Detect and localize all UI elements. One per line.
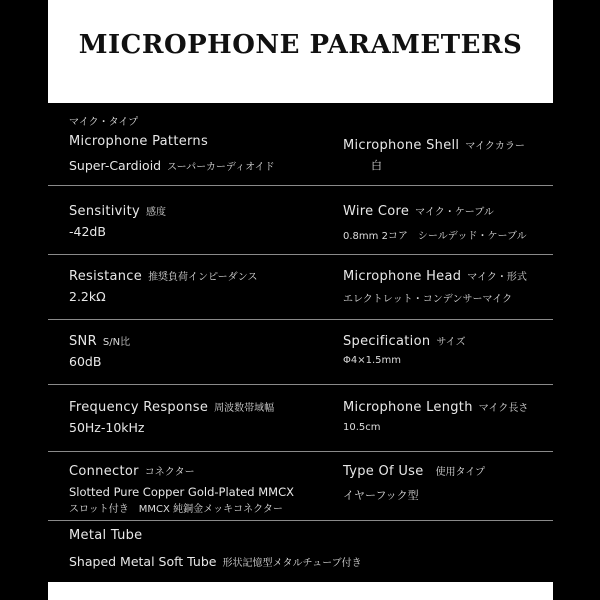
spec-value: 白 — [371, 159, 382, 172]
spec-value: 0.8mm 2コア シールデッド・ケーブル — [343, 231, 527, 242]
spec-jp-heading: マイク・タイプ — [69, 117, 139, 128]
spec-label-line — [69, 330, 130, 349]
spec-label-jp: マイク・ケーブル — [415, 207, 494, 218]
spec-value: 10.5cm — [343, 422, 381, 433]
spec-label-line — [343, 330, 466, 349]
spec-label: Microphone Patterns — [69, 134, 209, 149]
spec-value-jp: スロット付き MMCX 純銅金メッキコネクター — [69, 504, 283, 515]
spec-value-line — [69, 551, 362, 570]
spec-label: Metal Tube — [69, 528, 143, 543]
spec-label-jp: マイク長さ — [478, 403, 529, 414]
page-title: MICROPHONE PARAMETERS — [78, 29, 523, 60]
spec-value: Super-Cardioid — [69, 158, 162, 173]
spec-label-line — [343, 460, 485, 479]
spec-value: エレクトレット・コンデンサーマイク — [343, 294, 513, 305]
spec-label-line — [343, 265, 527, 284]
spec-label-jp: サイズ — [436, 337, 466, 348]
spec-value: 50Hz-10kHz — [69, 420, 145, 435]
spec-label-jp: 使用タイプ — [435, 467, 486, 478]
spec-value: Shaped Metal Soft Tube — [69, 554, 217, 569]
spec-value: Slotted Pure Copper Gold-Plated MMCX — [69, 485, 294, 499]
spec-value: 60dB — [69, 354, 102, 369]
spec-label-jp: マイク・形式 — [467, 272, 527, 283]
spec-label-line — [69, 200, 166, 219]
spec-label-jp: 推奨負荷インピーダンス — [148, 272, 258, 283]
spec-label: Microphone Head — [343, 269, 462, 284]
spec-metal-tube — [69, 521, 549, 581]
spec-label-line — [69, 265, 257, 284]
spec-value: イヤーフック型 — [343, 489, 419, 502]
spec-value-line — [69, 155, 275, 174]
spec-label-line — [343, 134, 525, 153]
spec-label: Frequency Response — [69, 400, 209, 415]
spec-row-resistance — [48, 255, 553, 320]
spec-label-line — [343, 396, 528, 415]
spec-label-jp: コネクター — [144, 467, 195, 478]
spec-label: Microphone Length — [343, 400, 473, 415]
spec-label-jp: 感度 — [145, 207, 166, 218]
spec-label-jp: S/N比 — [102, 337, 131, 348]
spec-row-sensitivity — [48, 186, 553, 255]
spec-label: SNR — [69, 334, 97, 349]
spec-label: Sensitivity — [69, 204, 140, 219]
spec-row-patterns — [48, 103, 553, 186]
spec-label-jp: 周波数帯域幅 — [214, 403, 275, 414]
spec-label: Connector — [69, 464, 139, 479]
spec-value: -42dB — [69, 224, 106, 239]
spec-label-jp: マイクカラー — [465, 141, 525, 152]
spec-label-line — [343, 200, 494, 219]
spec-row-snr — [48, 320, 553, 385]
spec-value: Φ4×1.5mm — [343, 355, 401, 366]
footer-strip — [48, 582, 553, 600]
spec-label: Type Of Use — [343, 464, 424, 479]
spec-label: Microphone Shell — [343, 138, 460, 153]
spec-row-frequency — [48, 385, 553, 452]
spec-label: Wire Core — [343, 204, 410, 219]
spec-value: 2.2kΩ — [69, 289, 106, 304]
spec-label-line — [69, 460, 195, 479]
spec-row-connector — [48, 452, 553, 521]
spec-label: Resistance — [69, 269, 143, 284]
spec-value-jp: 形状記憶型メタルチューブ付き — [222, 558, 362, 569]
title-banner — [48, 0, 553, 103]
spec-label: Specification — [343, 334, 431, 349]
spec-value-jp: スーパーカーディオイド — [167, 162, 275, 173]
spec-label-line — [69, 396, 274, 415]
